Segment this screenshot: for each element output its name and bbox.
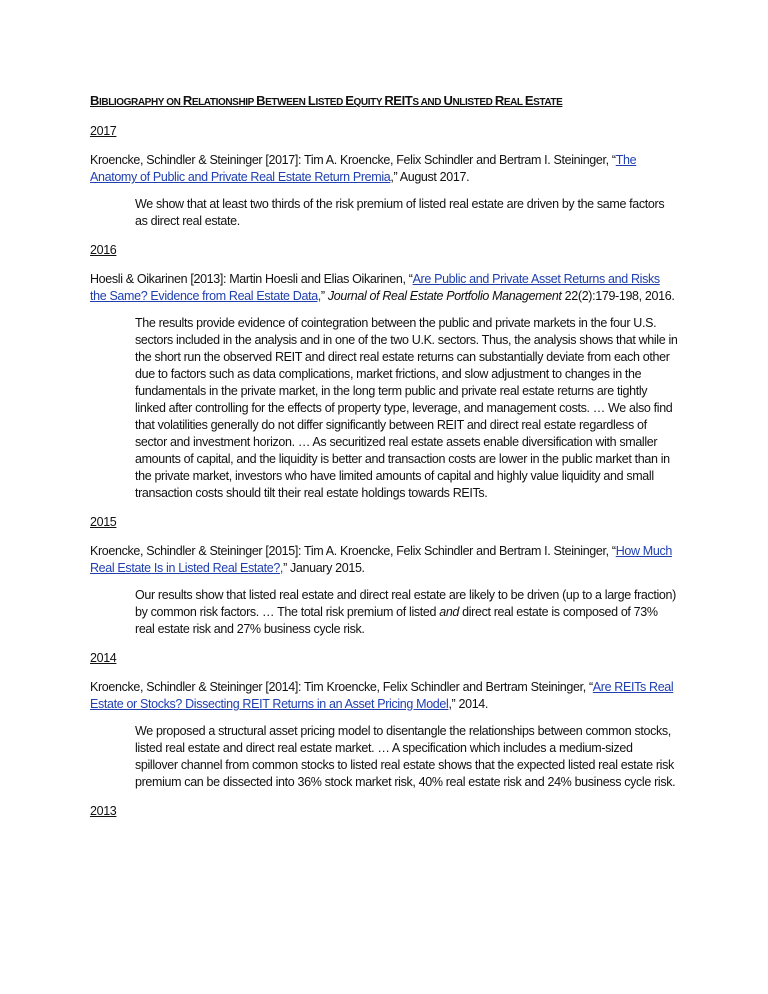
citation [90, 152, 678, 186]
citation [90, 679, 678, 713]
abstract: We show that at least two thirds of the risk premium of listed real estate are driven by the same factors as direct real estate. [135, 197, 665, 228]
title-cap: R [494, 93, 504, 108]
paper-link[interactable]: Are Public and Private Asset Returns and Risks the Same? Evidence from Real Estate Data, [90, 272, 660, 303]
abstract-emphasis: and [439, 605, 460, 619]
title-rest: ELATIONSHIP [191, 97, 257, 108]
title-rest: NLISTED [452, 97, 495, 108]
title-cap: B [256, 93, 266, 108]
title-cap: U [443, 93, 453, 108]
page-title [90, 92, 678, 111]
paper-link[interactable]: The Anatomy of Public and Private Real Estate Return Premia [90, 153, 637, 184]
title-rest: EAL [503, 97, 525, 108]
citation-suffix: ,” 2014. [448, 697, 489, 711]
citation-suffix: ” January 2015. [283, 561, 365, 575]
title-cap: E [524, 93, 534, 108]
abstract: The results provide evidence of cointegration between the public and private markets in the four U.S. sectors included in the analysis and in one of the two U.K. sectors. Thus, the analysis shows that while in the short run the observed REIT and direct real estate returns can substantially deviate from each other due to factors such as data complications, market frictions, and slow adjustment to changes in the fundamentals in the private market, in the long term public and private real estate returns are tightly linked after controlling for the effects of property type, leverage, and management costs. … We also find that volatilities generally do not differ significantly between REIT and direct real estate regardless of sector and investment horizon. … As securitized real estate assets enable diversification with smaller amounts of capital, and the liquidity is better and transaction costs are lower in the public market than in the private market, investors who have limited amounts of capital and highly value liquidity and small transaction costs should tilt their real estate holdings towards REITs. [135, 316, 678, 500]
citation-authors: Kroencke, Schindler & Steininger [2017]: Tim A. Kroencke, Felix Schindler and Bertram I. Steininger, “ [90, 153, 616, 167]
section-year: 2017 [90, 124, 117, 138]
citation-suffix: 22(2):179-198, 2016. [561, 289, 675, 303]
title-cap: REIT [384, 93, 413, 108]
citation [90, 271, 678, 305]
citation-authors: Kroencke, Schindler & Steininger [2015]: Tim A. Kroencke, Felix Schindler and Bertram I. Steininger, “ [90, 544, 616, 558]
paper-link[interactable]: How Much Real Estate Is in Listed Real Estate?, [90, 544, 672, 575]
title-cap: R [182, 93, 192, 108]
citation-suffix: ,” August 2017. [390, 170, 470, 184]
citation-mid: ” [320, 289, 328, 303]
title-cap: E [345, 93, 354, 108]
citation-authors: Kroencke, Schindler & Steininger [2014]: Tim Kroencke, Felix Schindler and Bertram Steininger, “ [90, 680, 593, 694]
paper-link[interactable]: Are REITs Real Estate or Stocks? Dissecting REIT Returns in an Asset Pricing Model [90, 680, 674, 711]
title-rest: S AND [412, 97, 444, 108]
title-rest: ISTED [315, 97, 346, 108]
section-year: 2014 [90, 651, 117, 665]
title-cap: B [90, 93, 99, 108]
section-year: 2015 [90, 515, 117, 529]
title-rest: STATE [533, 97, 563, 108]
abstract: We proposed a structural asset pricing model to disentangle the relationships between common stocks, listed real estate and direct real estate market. … A specification which includes a medium-sized spillover channel from common stocks to listed real estate shows that the expected listed real estate risk premium can be dissected into 36% stock market risk, 40% real estate risk and 24% business cycle risk. [135, 724, 676, 789]
abstract-text: Our results show that listed real estate and direct real estate are likely to be driven (up to a large fraction) by common risk factors. … The total risk premium of listed [135, 588, 676, 619]
title-rest: IBLIOGRAPHY ON [99, 97, 183, 108]
section-year: 2016 [90, 243, 117, 257]
abstract [135, 587, 678, 638]
title-rest: QUITY [353, 97, 385, 108]
journal-name: Journal of Real Estate Portfolio Management [327, 289, 562, 303]
abstract-text: direct real estate is composed of 73% real estate risk and 27% business cycle risk. [135, 605, 658, 636]
title-rest: ETWEEN [265, 97, 308, 108]
citation-authors: Hoesli & Oikarinen [2013]: Martin Hoesli and Elias Oikarinen, “ [90, 272, 413, 286]
citation [90, 543, 678, 577]
section-year: 2013 [90, 804, 117, 818]
title-cap: L [307, 93, 316, 108]
